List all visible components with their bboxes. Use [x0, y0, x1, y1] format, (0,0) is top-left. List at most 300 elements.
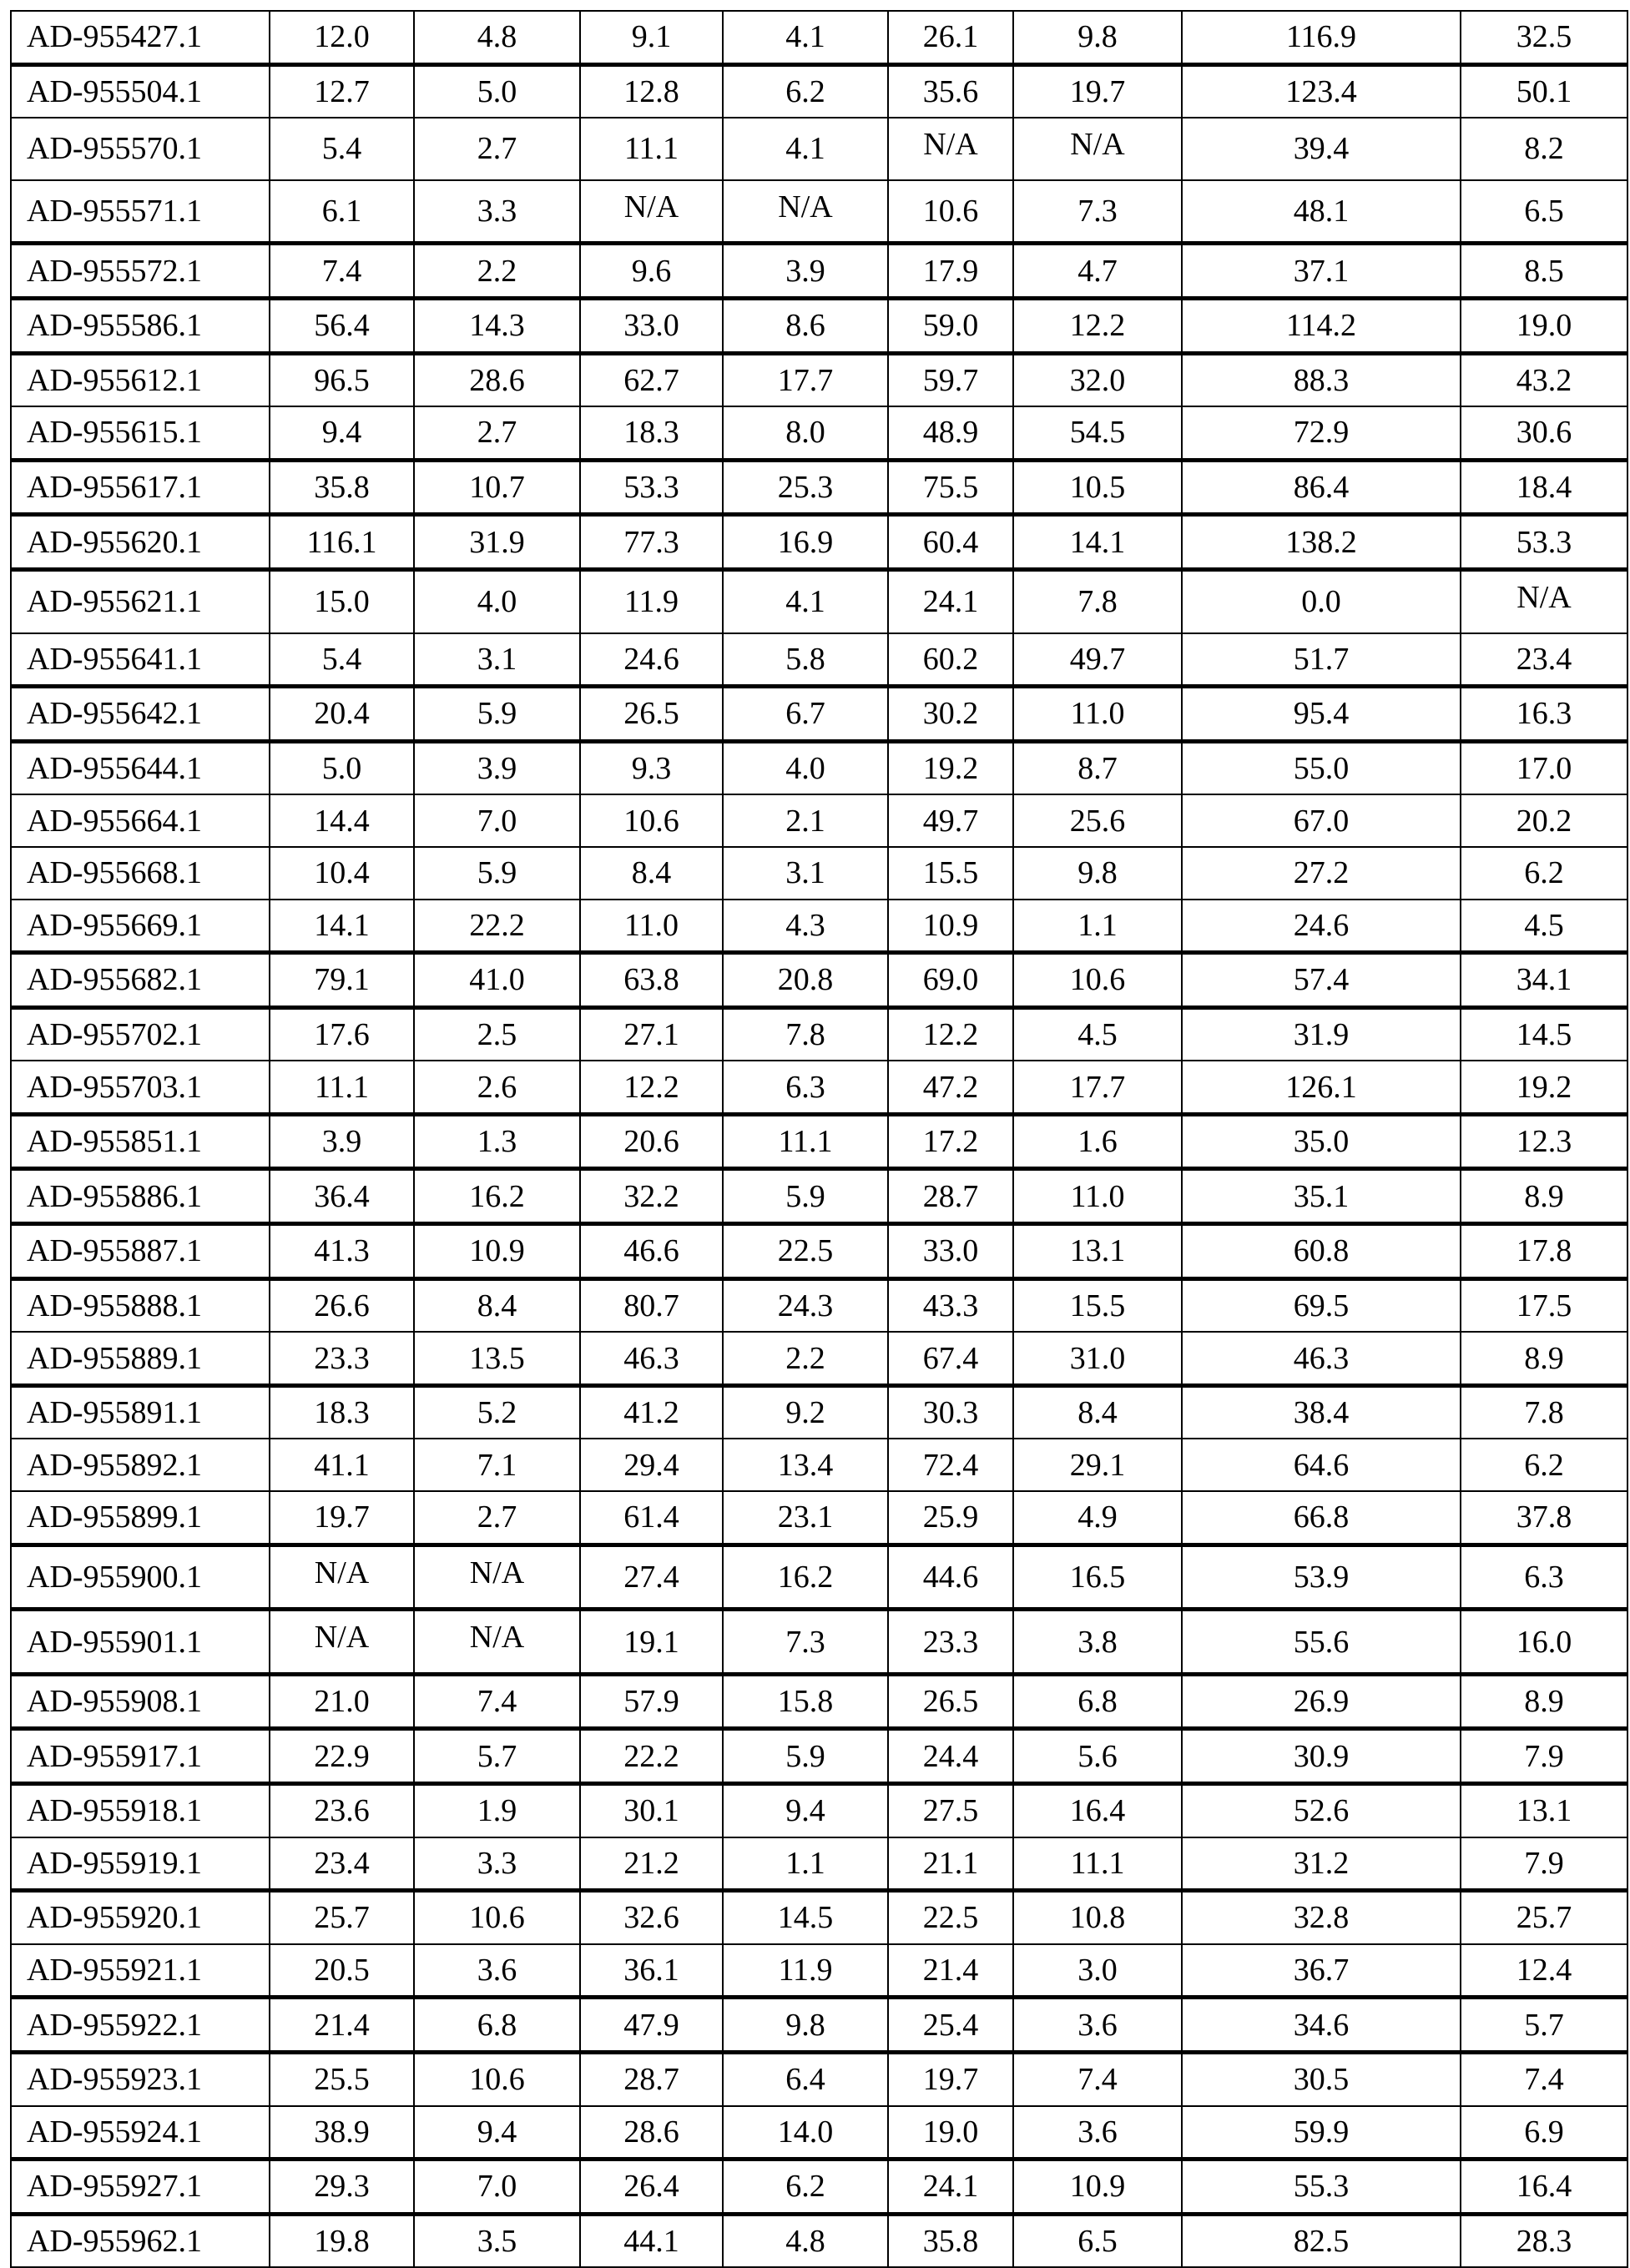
value-cell: 5.2	[414, 1385, 580, 1439]
value-cell: 7.9	[1461, 1837, 1627, 1891]
value-cell: 12.3	[1461, 1114, 1627, 1169]
value-cell: 29.3	[270, 2160, 414, 2215]
value-cell: 9.4	[270, 406, 414, 460]
value-cell: 4.1	[723, 11, 888, 64]
value-cell: 29.4	[580, 1439, 723, 1491]
value-cell: 3.9	[723, 244, 888, 299]
value-cell: 77.3	[580, 515, 723, 570]
value-cell: 7.4	[270, 244, 414, 299]
value-cell: 4.5	[1461, 900, 1627, 953]
value-cell: 19.2	[1461, 1061, 1627, 1114]
table-row	[11, 1998, 1627, 2053]
value-cell: 7.9	[1461, 1729, 1627, 1784]
value-cell: 19.7	[270, 1491, 414, 1545]
value-cell: 25.9	[888, 1491, 1013, 1545]
value-cell: 47.9	[580, 1998, 723, 2053]
value-cell: 24.6	[580, 633, 723, 687]
value-cell: 25.5	[270, 2052, 414, 2105]
table-row	[11, 2106, 1627, 2160]
value-cell: 8.6	[723, 298, 888, 353]
value-cell: 9.1	[580, 11, 723, 64]
value-cell: 16.3	[1461, 687, 1627, 742]
value-cell: 47.2	[888, 1061, 1013, 1114]
value-cell: 62.7	[580, 353, 723, 406]
value-cell: 82.5	[1182, 2214, 1461, 2267]
value-cell: 7.8	[723, 1007, 888, 1061]
value-cell: 34.1	[1461, 953, 1627, 1008]
value-cell: 18.3	[270, 1385, 414, 1439]
value-cell: 16.4	[1461, 2160, 1627, 2215]
value-cell: 12.4	[1461, 1944, 1627, 1998]
value-cell: 27.2	[1182, 847, 1461, 900]
compound-id-cell: AD-955889.1	[11, 1332, 270, 1385]
value-cell: 24.4	[888, 1729, 1013, 1784]
compound-id-cell: AD-955917.1	[11, 1729, 270, 1784]
value-cell: 23.4	[1461, 633, 1627, 687]
value-cell: 3.9	[270, 1114, 414, 1169]
value-cell: 32.5	[1461, 11, 1627, 64]
value-cell: 61.4	[580, 1491, 723, 1545]
compound-id-cell: AD-955891.1	[11, 1385, 270, 1439]
value-cell: 41.0	[414, 953, 580, 1008]
value-cell: 41.3	[270, 1224, 414, 1279]
value-cell: 22.9	[270, 1729, 414, 1784]
value-cell: 114.2	[1182, 298, 1461, 353]
table-row	[11, 1491, 1627, 1545]
value-cell: 15.8	[723, 1674, 888, 1729]
value-cell: 22.2	[414, 900, 580, 953]
table-row	[11, 1891, 1627, 1944]
value-cell: 8.2	[1461, 118, 1627, 180]
value-cell: 30.3	[888, 1385, 1013, 1439]
compound-id-cell: AD-955620.1	[11, 515, 270, 570]
value-cell: 14.0	[723, 2106, 888, 2160]
value-cell: 23.4	[270, 1837, 414, 1891]
compound-id-cell: AD-955669.1	[11, 900, 270, 953]
value-cell: 8.9	[1461, 1332, 1627, 1385]
value-cell: 9.8	[1013, 11, 1182, 64]
value-cell: 20.6	[580, 1114, 723, 1169]
value-cell: 9.3	[580, 741, 723, 794]
value-cell: 88.3	[1182, 353, 1461, 406]
table-row	[11, 1385, 1627, 1439]
value-cell: 8.9	[1461, 1674, 1627, 1729]
value-cell: 60.4	[888, 515, 1013, 570]
value-cell: 2.7	[414, 406, 580, 460]
table-row	[11, 353, 1627, 406]
value-cell: 116.9	[1182, 11, 1461, 64]
compound-id-cell: AD-955924.1	[11, 2106, 270, 2160]
table-row	[11, 1674, 1627, 1729]
value-cell: 8.4	[414, 1278, 580, 1332]
table-row	[11, 1114, 1627, 1169]
value-cell: 19.7	[888, 2052, 1013, 2105]
value-cell: 24.1	[888, 569, 1013, 633]
compound-id-cell: AD-955570.1	[11, 118, 270, 180]
compound-id-cell: AD-955664.1	[11, 794, 270, 847]
table-row	[11, 1439, 1627, 1491]
value-cell: 17.6	[270, 1007, 414, 1061]
table-row	[11, 1007, 1627, 1061]
value-cell: 60.2	[888, 633, 1013, 687]
value-cell: 18.4	[1461, 460, 1627, 515]
value-cell: 7.0	[414, 2160, 580, 2215]
value-cell: 5.4	[270, 118, 414, 180]
compound-id-cell: AD-955572.1	[11, 244, 270, 299]
value-cell: 5.9	[723, 1729, 888, 1784]
compound-id-cell: AD-955886.1	[11, 1169, 270, 1224]
value-cell: 59.0	[888, 298, 1013, 353]
value-cell: 6.7	[723, 687, 888, 742]
value-cell: 4.5	[1013, 1007, 1182, 1061]
value-cell: 5.4	[270, 633, 414, 687]
value-cell: 17.7	[723, 353, 888, 406]
value-cell: 44.6	[888, 1545, 1013, 1610]
value-cell: 59.7	[888, 353, 1013, 406]
value-cell: 3.5	[414, 2214, 580, 2267]
value-cell: 35.6	[888, 64, 1013, 118]
value-cell: 20.8	[723, 953, 888, 1008]
value-cell: 4.3	[723, 900, 888, 953]
table-row	[11, 11, 1627, 64]
compound-id-cell: AD-955920.1	[11, 1891, 270, 1944]
compound-id-cell: AD-955586.1	[11, 298, 270, 353]
value-cell: 3.8	[1013, 1610, 1182, 1675]
value-cell: 86.4	[1182, 460, 1461, 515]
value-cell: 14.3	[414, 298, 580, 353]
value-cell: 18.3	[580, 406, 723, 460]
compound-id-cell: AD-955703.1	[11, 1061, 270, 1114]
value-cell: 19.1	[580, 1610, 723, 1675]
value-cell: 37.8	[1461, 1491, 1627, 1545]
value-cell: 38.4	[1182, 1385, 1461, 1439]
compound-id-cell: AD-955427.1	[11, 11, 270, 64]
value-cell: 10.6	[580, 794, 723, 847]
table-row	[11, 1224, 1627, 1279]
value-cell: 2.5	[414, 1007, 580, 1061]
value-cell: 17.5	[1461, 1278, 1627, 1332]
compound-id-cell: AD-955621.1	[11, 569, 270, 633]
value-cell: 41.1	[270, 1439, 414, 1491]
value-cell: N/A	[414, 1545, 580, 1610]
value-cell: 5.9	[414, 687, 580, 742]
value-cell: 3.3	[414, 180, 580, 244]
value-cell: 7.4	[414, 1674, 580, 1729]
table-row	[11, 1837, 1627, 1891]
value-cell: 32.8	[1182, 1891, 1461, 1944]
value-cell: 41.2	[580, 1385, 723, 1439]
compound-id-cell: AD-955918.1	[11, 1784, 270, 1837]
value-cell: 46.3	[1182, 1332, 1461, 1385]
value-cell: 57.9	[580, 1674, 723, 1729]
value-cell: 53.9	[1182, 1545, 1461, 1610]
value-cell: 1.1	[723, 1837, 888, 1891]
value-cell: 3.6	[1013, 2106, 1182, 2160]
compound-id-cell: AD-955921.1	[11, 1944, 270, 1998]
value-cell: 9.4	[414, 2106, 580, 2160]
value-cell: 27.5	[888, 1784, 1013, 1837]
value-cell: 13.1	[1013, 1224, 1182, 1279]
value-cell: 43.2	[1461, 353, 1627, 406]
value-cell: 72.9	[1182, 406, 1461, 460]
table-row	[11, 244, 1627, 299]
value-cell: 6.4	[723, 2052, 888, 2105]
value-cell: 10.7	[414, 460, 580, 515]
value-cell: 12.2	[1013, 298, 1182, 353]
table-row	[11, 515, 1627, 570]
value-cell: 56.4	[270, 298, 414, 353]
table-row	[11, 1278, 1627, 1332]
value-cell: 11.0	[1013, 1169, 1182, 1224]
value-cell: 55.6	[1182, 1610, 1461, 1675]
table-row	[11, 1784, 1627, 1837]
value-cell: 80.7	[580, 1278, 723, 1332]
table-body	[11, 11, 1627, 2267]
value-cell: 14.1	[1013, 515, 1182, 570]
value-cell: 9.2	[723, 1385, 888, 1439]
value-cell: 30.2	[888, 687, 1013, 742]
value-cell: 11.1	[1013, 1837, 1182, 1891]
value-cell: N/A	[888, 118, 1013, 180]
value-cell: 35.8	[270, 460, 414, 515]
value-cell: 14.4	[270, 794, 414, 847]
compound-id-cell: AD-955702.1	[11, 1007, 270, 1061]
compound-id-cell: AD-955641.1	[11, 633, 270, 687]
value-cell: 60.8	[1182, 1224, 1461, 1279]
value-cell: 64.6	[1182, 1439, 1461, 1491]
value-cell: 30.1	[580, 1784, 723, 1837]
value-cell: 11.0	[1013, 687, 1182, 742]
value-cell: 55.0	[1182, 741, 1461, 794]
value-cell: 16.9	[723, 515, 888, 570]
value-cell: 116.1	[270, 515, 414, 570]
value-cell: 26.6	[270, 1278, 414, 1332]
value-cell: 13.4	[723, 1439, 888, 1491]
value-cell: 43.3	[888, 1278, 1013, 1332]
value-cell: 11.1	[580, 118, 723, 180]
value-cell: 24.1	[888, 2160, 1013, 2215]
value-cell: 11.1	[270, 1061, 414, 1114]
value-cell: 4.0	[723, 741, 888, 794]
value-cell: 5.6	[1013, 1729, 1182, 1784]
value-cell: 5.7	[414, 1729, 580, 1784]
compound-id-cell: AD-955892.1	[11, 1439, 270, 1491]
value-cell: 10.6	[414, 2052, 580, 2105]
value-cell: 2.1	[723, 794, 888, 847]
compound-id-cell: AD-955922.1	[11, 1998, 270, 2053]
table-row	[11, 180, 1627, 244]
value-cell: 53.3	[1461, 515, 1627, 570]
value-cell: 15.5	[888, 847, 1013, 900]
value-cell: 138.2	[1182, 515, 1461, 570]
table-row	[11, 953, 1627, 1008]
value-cell: 46.6	[580, 1224, 723, 1279]
value-cell: 32.6	[580, 1891, 723, 1944]
value-cell: 21.1	[888, 1837, 1013, 1891]
value-cell: 20.5	[270, 1944, 414, 1998]
value-cell: 5.0	[270, 741, 414, 794]
value-cell: 11.9	[723, 1944, 888, 1998]
value-cell: 35.0	[1182, 1114, 1461, 1169]
value-cell: 1.6	[1013, 1114, 1182, 1169]
value-cell: 2.6	[414, 1061, 580, 1114]
compound-id-cell: AD-955962.1	[11, 2214, 270, 2267]
value-cell: 28.7	[888, 1169, 1013, 1224]
value-cell: 0.0	[1182, 569, 1461, 633]
compound-id-cell: AD-955927.1	[11, 2160, 270, 2215]
value-cell: 19.2	[888, 741, 1013, 794]
value-cell: 36.4	[270, 1169, 414, 1224]
table-row	[11, 460, 1627, 515]
value-cell: 6.3	[723, 1061, 888, 1114]
value-cell: 13.5	[414, 1332, 580, 1385]
value-cell: 26.1	[888, 11, 1013, 64]
value-cell: 59.9	[1182, 2106, 1461, 2160]
value-cell: 4.1	[723, 569, 888, 633]
table-row	[11, 1332, 1627, 1385]
value-cell: 36.7	[1182, 1944, 1461, 1998]
value-cell: 72.4	[888, 1439, 1013, 1491]
value-cell: N/A	[414, 1610, 580, 1675]
value-cell: 38.9	[270, 2106, 414, 2160]
value-cell: 3.3	[414, 1837, 580, 1891]
value-cell: 15.0	[270, 569, 414, 633]
value-cell: 7.8	[1461, 1385, 1627, 1439]
value-cell: 10.9	[888, 900, 1013, 953]
value-cell: 3.6	[1013, 1998, 1182, 2053]
value-cell: 48.9	[888, 406, 1013, 460]
value-cell: 19.7	[1013, 64, 1182, 118]
value-cell: 2.7	[414, 118, 580, 180]
value-cell: 1.1	[1013, 900, 1182, 953]
value-cell: 17.9	[888, 244, 1013, 299]
value-cell: 3.9	[414, 741, 580, 794]
value-cell: 22.5	[723, 1224, 888, 1279]
value-cell: 79.1	[270, 953, 414, 1008]
value-cell: 75.5	[888, 460, 1013, 515]
value-cell: 16.2	[414, 1169, 580, 1224]
value-cell: 16.2	[723, 1545, 888, 1610]
compound-id-cell: AD-955901.1	[11, 1610, 270, 1675]
value-cell: 9.6	[580, 244, 723, 299]
compound-id-cell: AD-955644.1	[11, 741, 270, 794]
compound-id-cell: AD-955900.1	[11, 1545, 270, 1610]
compound-id-cell: AD-955899.1	[11, 1491, 270, 1545]
value-cell: 34.6	[1182, 1998, 1461, 2053]
value-cell: 12.8	[580, 64, 723, 118]
value-cell: 24.3	[723, 1278, 888, 1332]
value-cell: 21.0	[270, 1674, 414, 1729]
table-row	[11, 64, 1627, 118]
value-cell: 20.2	[1461, 794, 1627, 847]
value-cell: 12.2	[888, 1007, 1013, 1061]
value-cell: 23.3	[270, 1332, 414, 1385]
value-cell: 30.6	[1461, 406, 1627, 460]
value-cell: 6.5	[1013, 2214, 1182, 2267]
value-cell: 6.8	[1013, 1674, 1182, 1729]
table-row	[11, 741, 1627, 794]
value-cell: 22.5	[888, 1891, 1013, 1944]
value-cell: 2.2	[414, 244, 580, 299]
compound-id-cell: AD-955888.1	[11, 1278, 270, 1332]
table-row	[11, 569, 1627, 633]
value-cell: 39.4	[1182, 118, 1461, 180]
value-cell: 29.1	[1013, 1439, 1182, 1491]
value-cell: 8.5	[1461, 244, 1627, 299]
value-cell: 6.5	[1461, 180, 1627, 244]
value-cell: 21.4	[888, 1944, 1013, 1998]
value-cell: 5.8	[723, 633, 888, 687]
value-cell: 25.3	[723, 460, 888, 515]
value-cell: 17.8	[1461, 1224, 1627, 1279]
value-cell: 4.7	[1013, 244, 1182, 299]
table-row	[11, 1061, 1627, 1114]
value-cell: 54.5	[1013, 406, 1182, 460]
value-cell: 31.9	[414, 515, 580, 570]
value-cell: 69.0	[888, 953, 1013, 1008]
value-cell: 95.4	[1182, 687, 1461, 742]
compound-id-cell: AD-955923.1	[11, 2052, 270, 2105]
value-cell: 15.5	[1013, 1278, 1182, 1332]
value-cell: 66.8	[1182, 1491, 1461, 1545]
value-cell: 16.0	[1461, 1610, 1627, 1675]
value-cell: 7.4	[1013, 2052, 1182, 2105]
value-cell: 67.4	[888, 1332, 1013, 1385]
value-cell: 35.8	[888, 2214, 1013, 2267]
value-cell: 17.2	[888, 1114, 1013, 1169]
value-cell: 4.0	[414, 569, 580, 633]
value-cell: 123.4	[1182, 64, 1461, 118]
value-cell: 12.2	[580, 1061, 723, 1114]
value-cell: 28.6	[580, 2106, 723, 2160]
value-cell: 6.2	[723, 2160, 888, 2215]
value-cell: 7.1	[414, 1439, 580, 1491]
value-cell: 33.0	[888, 1224, 1013, 1279]
table-row	[11, 2160, 1627, 2215]
value-cell: 31.2	[1182, 1837, 1461, 1891]
value-cell: 8.9	[1461, 1169, 1627, 1224]
value-cell: 7.4	[1461, 2052, 1627, 2105]
value-cell: 20.4	[270, 687, 414, 742]
value-cell: 4.9	[1013, 1491, 1182, 1545]
compound-id-cell: AD-955612.1	[11, 353, 270, 406]
value-cell: 6.1	[270, 180, 414, 244]
value-cell: 14.1	[270, 900, 414, 953]
table-row	[11, 1545, 1627, 1610]
table-row	[11, 1169, 1627, 1224]
value-cell: 10.6	[1013, 953, 1182, 1008]
value-cell: 28.6	[414, 353, 580, 406]
value-cell: 31.0	[1013, 1332, 1182, 1385]
value-cell: 8.4	[580, 847, 723, 900]
compound-id-cell: AD-955668.1	[11, 847, 270, 900]
value-cell: 5.0	[414, 64, 580, 118]
value-cell: 22.2	[580, 1729, 723, 1784]
value-cell: 4.8	[414, 11, 580, 64]
value-cell: 28.7	[580, 2052, 723, 2105]
value-cell: 16.5	[1013, 1545, 1182, 1610]
value-cell: 8.7	[1013, 741, 1182, 794]
value-cell: 10.8	[1013, 1891, 1182, 1944]
value-cell: 37.1	[1182, 244, 1461, 299]
compound-id-cell: AD-955571.1	[11, 180, 270, 244]
value-cell: 32.2	[580, 1169, 723, 1224]
compound-id-cell: AD-955851.1	[11, 1114, 270, 1169]
table-row	[11, 900, 1627, 953]
value-cell: 21.4	[270, 1998, 414, 2053]
value-cell: 26.5	[580, 687, 723, 742]
value-cell: 7.3	[1013, 180, 1182, 244]
